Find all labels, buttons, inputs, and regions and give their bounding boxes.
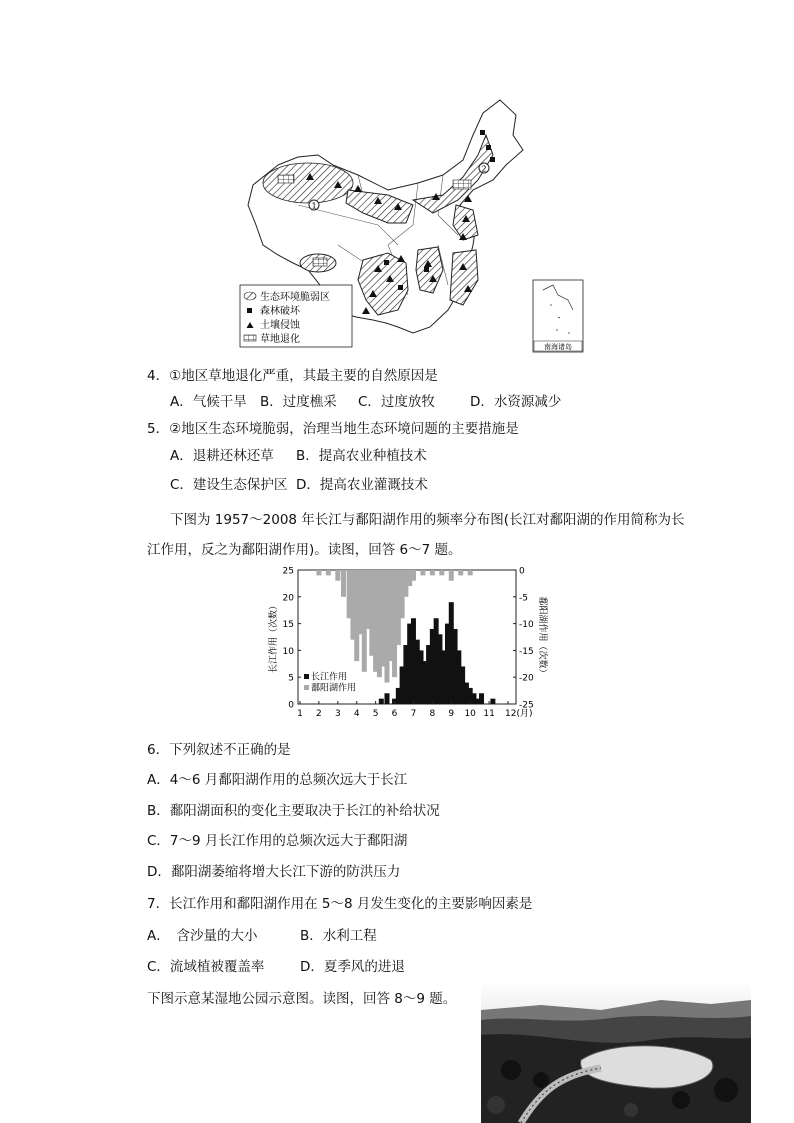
china-ecology-map — [238, 95, 588, 357]
poyang-bar — [430, 570, 435, 575]
q4-option-b: B．过度樵采 — [260, 394, 337, 410]
left-tick-label: 10 — [282, 646, 294, 657]
q5-option-d: D．提高农业灌溉技术 — [296, 477, 428, 493]
q7-stem: 7．长江作用和鄱阳湖作用在 5～8 月发生变化的主要影响因素是 — [147, 896, 533, 912]
q4-option-c: C．过度放牧 — [358, 394, 435, 410]
q5-option-a: A．退耕还林还草 — [170, 448, 274, 464]
legend-soil: 土壤侵蚀 — [260, 320, 300, 331]
yangtze-bar — [384, 693, 389, 704]
poyang-bar — [316, 570, 321, 575]
yangtze-bar — [490, 699, 495, 704]
left-tick-label: 0 — [288, 700, 294, 711]
yangtze-bar — [379, 699, 384, 704]
poyang-bar — [411, 570, 416, 581]
q4-option-a: A．气候干旱 — [170, 394, 247, 410]
x-tick-label: 5 — [372, 709, 379, 719]
left-axis-label: 长江作用（次数） — [269, 600, 279, 674]
q7-option-d: D．夏季风的进退 — [300, 959, 405, 975]
intro-6-7-line1: 下图为 1957～2008 年长江与鄱阳湖作用的频率分布图(长江对鄱阳湖的作用简称为长 — [170, 512, 685, 528]
legend-poyang: 鄱阳湖作用 — [311, 683, 357, 694]
inset-label: 南海诸岛 — [544, 343, 572, 351]
right-tick-label: -5 — [519, 593, 528, 604]
poyang-bar — [458, 570, 463, 575]
x-tick-label: 9 — [448, 709, 455, 719]
map-label-2: 2 — [481, 164, 487, 174]
wetland-park-photo — [481, 980, 751, 1123]
right-tick-label: -10 — [519, 620, 534, 631]
x-tick-label: 12(月) — [505, 709, 533, 719]
x-tick-label: 4 — [353, 709, 360, 719]
q5-option-c: C．建设生态保护区 — [170, 477, 288, 493]
right-tick-label: -15 — [519, 646, 534, 657]
x-tick-label: 3 — [334, 709, 341, 719]
left-tick-label: 25 — [282, 566, 294, 577]
q4-stem: 4．①地区草地退化严重，其最主要的自然原因是 — [147, 368, 438, 384]
right-tick-label: -20 — [519, 673, 534, 684]
yangtze-bar — [479, 693, 484, 704]
q6-stem: 6．下列叙述不正确的是 — [147, 742, 291, 758]
poyang-bar — [420, 570, 425, 575]
poyang-bar — [449, 570, 454, 581]
map-label-1: 1 — [311, 201, 317, 211]
right-tick-label: 0 — [519, 566, 525, 577]
right-axis-label: 鄱阳湖作用（次数） — [537, 596, 547, 678]
intro-8-9: 下图示意某湿地公园示意图。读图，回答 8～9 题。 — [147, 991, 457, 1007]
q4-option-d: D．水资源减少 — [470, 394, 562, 410]
legend-grass: 草地退化 — [260, 334, 300, 345]
legend-fragile: 生态环境脆弱区 — [260, 292, 330, 303]
left-tick-label: 5 — [288, 673, 294, 684]
legend-poyang-swatch — [304, 685, 309, 690]
x-tick-label: 11 — [483, 709, 495, 719]
poyang-bar — [335, 570, 340, 581]
q7-option-c: C．流域植被覆盖率 — [147, 959, 265, 975]
x-tick-label: 6 — [391, 709, 398, 719]
q5-stem: 5．②地区生态环境脆弱，治理当地生态环境问题的主要措施是 — [147, 421, 519, 437]
poyang-bar — [326, 570, 331, 575]
x-tick-label: 8 — [429, 709, 436, 719]
q7-option-a: A． 含沙量的大小 — [147, 928, 258, 944]
q6-option-d: D．鄱阳湖萎缩将增大长江下游的防洪压力 — [147, 864, 401, 880]
x-tick-label: 7 — [410, 709, 417, 719]
legend-yangtze-swatch — [304, 674, 309, 679]
left-tick-label: 20 — [282, 593, 294, 604]
legend-yangtze: 长江作用 — [311, 672, 348, 683]
right-tick-label: -25 — [519, 700, 534, 711]
poyang-bar — [439, 570, 444, 575]
intro-6-7-line2: 江作用，反之为鄱阳湖作用)。读图，回答 6～7 题。 — [147, 542, 462, 558]
q7-option-b: B．水利工程 — [300, 928, 377, 944]
poyang-bar — [341, 570, 346, 597]
frequency-chart — [266, 562, 552, 726]
q5-option-b: B．提高农业种植技术 — [296, 448, 427, 464]
x-tick-label: 2 — [316, 709, 322, 719]
q6-option-a: A．4～6 月鄱阳湖作用的总频次远大于长江 — [147, 772, 408, 788]
poyang-bar — [468, 570, 473, 575]
legend-forest: 森林破坏 — [260, 306, 300, 317]
q6-option-c: C．7～9 月长江作用的总频次远大于鄱阳湖 — [147, 833, 408, 849]
q6-option-b: B．鄱阳湖面积的变化主要取决于长江的补给状况 — [147, 803, 440, 819]
x-tick-label: 10 — [464, 709, 476, 719]
x-tick-label: 1 — [297, 709, 303, 719]
left-tick-label: 15 — [282, 620, 294, 631]
